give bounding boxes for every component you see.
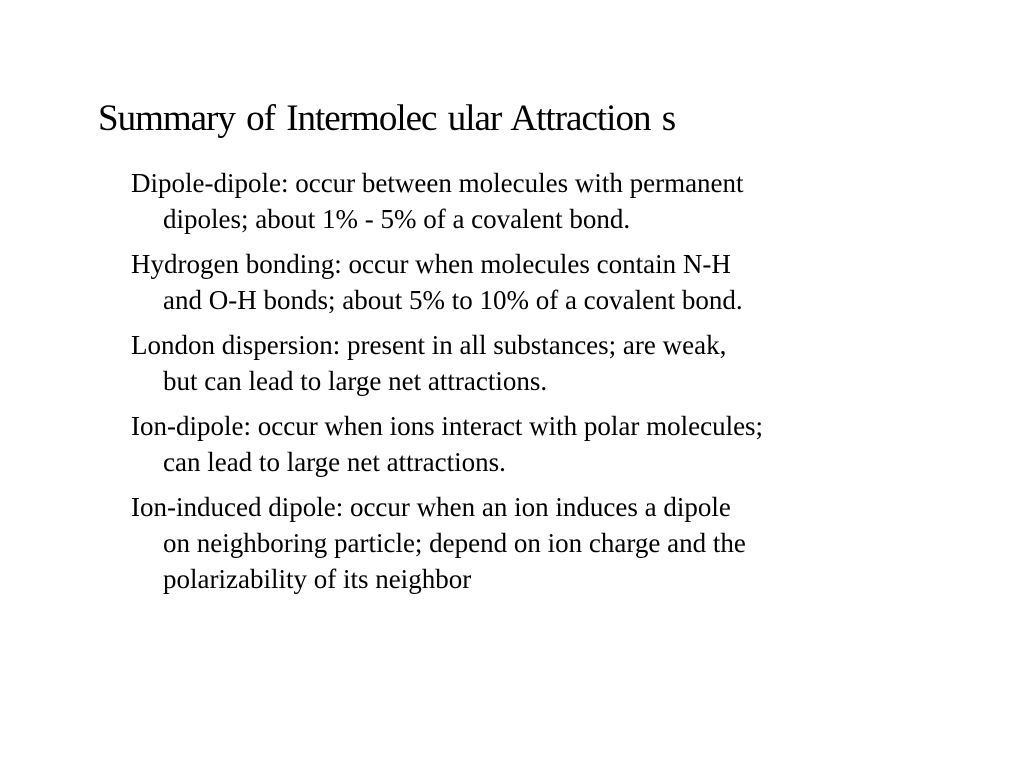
bullet-list (131, 165, 951, 606)
bullet-text-line: Dipole-dipole: occur between molecules with permanent (131, 168, 744, 198)
slide-title: Summary of Intermolec ular Attraction s (98, 98, 676, 139)
bullet-text-line: and O-H bonds; about 5% to 10% of a covalent bond. (163, 285, 743, 315)
bullet-text-line: Hydrogen bonding: occur when molecules contain N-H (131, 249, 731, 279)
bullet-item-ion-dipole (131, 408, 951, 480)
bullet-text-line: Ion-induced dipole: occur when an ion induces a dipole (131, 492, 731, 522)
bullet-item-london-dispersion (131, 327, 951, 399)
bullet-item-dipole-dipole (131, 165, 951, 237)
bullet-text-line: polarizability of its neighbor (163, 564, 472, 594)
bullet-item-ion-induced-dipole (131, 489, 951, 597)
bullet-text-line: can lead to large net attractions. (163, 447, 506, 477)
bullet-text-line: on neighboring particle; depend on ion charge and the (163, 528, 746, 558)
bullet-text-line: London dispersion: present in all substances; are weak, (131, 330, 727, 360)
bullet-text-line: Ion-dipole: occur when ions interact with polar molecules; (131, 411, 764, 441)
bullet-text-line: dipoles; about 1% - 5% of a covalent bond. (163, 204, 631, 234)
bullet-text-line: but can lead to large net attractions. (163, 366, 548, 396)
bullet-item-hydrogen-bonding (131, 246, 951, 318)
